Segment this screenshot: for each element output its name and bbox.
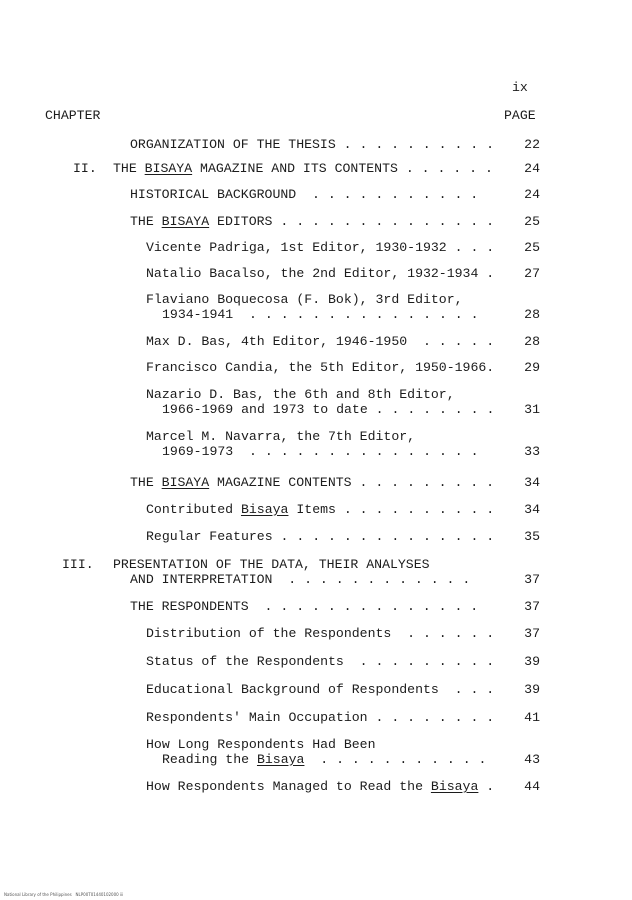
toc-entry-text: Distribution of the Respondents . . . . . . (146, 626, 495, 641)
page-number: ix (512, 80, 528, 95)
magazine-title: BISAYA (161, 475, 210, 490)
toc-entry-page: 34 (524, 475, 540, 490)
toc-entry-text-line2: Reading the Bisaya . . . . . . . . . . . (162, 752, 487, 767)
chapter-label: CHAPTER (45, 108, 101, 123)
toc-entry-text-line1: Nazario D. Bas, the 6th and 8th Editor, (146, 387, 455, 402)
toc-entry-text-line1: Flaviano Boquecosa (F. Bok), 3rd Editor, (146, 292, 463, 307)
toc-entry-page: 24 (524, 187, 540, 202)
page-label: PAGE (504, 108, 536, 123)
toc-entry-text: Educational Background of Respondents . . . (146, 682, 495, 697)
toc-entry-page: 39 (524, 682, 540, 697)
toc-entry-text-line2: AND INTERPRETATION . . . . . . . . . . . . (130, 572, 471, 587)
toc-entry-text-line1: Marcel M. Navarra, the 7th Editor, (146, 429, 416, 444)
toc-entry-text-line2: 1934-1941 . . . . . . . . . . . . . . . (162, 307, 479, 322)
toc-entry-text: THE BISAYA MAGAZINE AND ITS CONTENTS . . . . . . (113, 161, 493, 176)
toc-entry-text-line2: 1966-1969 and 1973 to date . . . . . . . . (162, 402, 495, 417)
toc-entry-page: 37 (524, 626, 540, 641)
chapter-number: II. (73, 161, 97, 176)
toc-entry-page: 37 (524, 599, 540, 614)
toc-entry-text: ORGANIZATION OF THE THESIS . . . . . . . . . . (130, 137, 495, 152)
toc-entry-text: THE RESPONDENTS . . . . . . . . . . . . . . (130, 599, 479, 614)
toc-entry-text: Respondents' Main Occupation . . . . . . . . (146, 710, 495, 725)
toc-entry-page: 34 (524, 502, 540, 517)
toc-entry-page: 25 (524, 214, 540, 229)
magazine-title: BISAYA (144, 161, 193, 176)
magazine-title: Bisaya (430, 779, 479, 794)
toc-entry-page: 31 (524, 402, 540, 417)
magazine-title: Bisaya (240, 502, 289, 517)
magazine-title: BISAYA (161, 214, 210, 229)
toc-entry-text-line1: PRESENTATION OF THE DATA, THEIR ANALYSES (113, 557, 430, 572)
toc-entry-page: 39 (524, 654, 540, 669)
chapter-number: III. (62, 557, 94, 572)
toc-entry-text: Status of the Respondents . . . . . . . . . (146, 654, 495, 669)
toc-entry-page: 41 (524, 710, 540, 725)
toc-entry-text-line1: How Long Respondents Had Been (146, 737, 376, 752)
toc-entry-text: Max D. Bas, 4th Editor, 1946-1950 . . . . . (146, 334, 495, 349)
toc-entry-page: 28 (524, 307, 540, 322)
magazine-title: Bisaya (256, 752, 305, 767)
toc-entry-page: 29 (524, 360, 540, 375)
footer-note: National Library of the Philippines NLP00T01440102000 iii (4, 892, 124, 897)
toc-entry-page: 37 (524, 572, 540, 587)
toc-entry-text: THE BISAYA EDITORS . . . . . . . . . . . . . . (130, 214, 495, 229)
toc-entry-page: 44 (524, 779, 540, 794)
toc-entry-text: HISTORICAL BACKGROUND . . . . . . . . . . . (130, 187, 479, 202)
toc-entry-text: Vicente Padriga, 1st Editor, 1930-1932 . . . (146, 240, 495, 255)
toc-entry-page: 24 (524, 161, 540, 176)
toc-entry-text: Regular Features . . . . . . . . . . . . . . (146, 529, 495, 544)
toc-entry-page: 25 (524, 240, 540, 255)
toc-entry-text: Francisco Candia, the 5th Editor, 1950-1966. (146, 360, 495, 375)
toc-entry-page: 28 (524, 334, 540, 349)
toc-entry-page: 43 (524, 752, 540, 767)
toc-entry-text: Natalio Bacalso, the 2nd Editor, 1932-1934 . (146, 266, 495, 281)
toc-entry-text: Contributed Bisaya Items . . . . . . . . . . (146, 502, 495, 517)
toc-entry-text: How Respondents Managed to Read the Bisaya . (146, 779, 495, 794)
toc-entry-page: 27 (524, 266, 540, 281)
toc-entry-text-line2: 1969-1973 . . . . . . . . . . . . . . . (162, 444, 479, 459)
toc-entry-page: 22 (524, 137, 540, 152)
toc-entry-page: 33 (524, 444, 540, 459)
toc-entry-page: 35 (524, 529, 540, 544)
toc-entry-text: THE BISAYA MAGAZINE CONTENTS . . . . . . . . . (130, 475, 495, 490)
